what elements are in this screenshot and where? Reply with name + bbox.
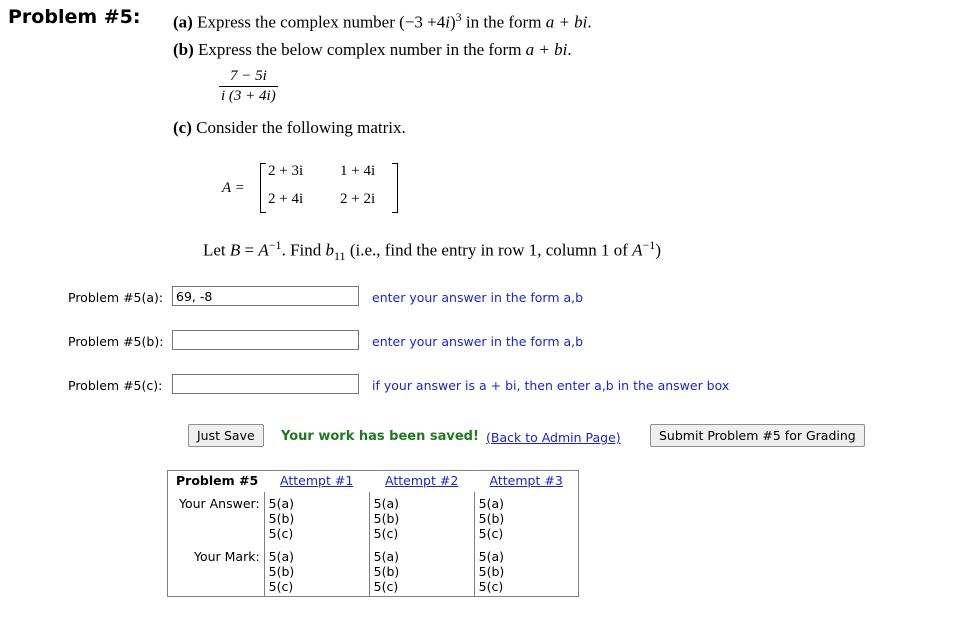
inverse-exponent-2: −1: [642, 238, 656, 252]
part-c-label: (c): [173, 118, 192, 137]
part-c: 5(c): [373, 579, 399, 594]
answer-label-a: Problem #5(a):: [68, 290, 164, 305]
attempt-1-marks: [264, 541, 369, 597]
part-a-close: ): [449, 12, 456, 32]
answer-label-c: Problem #5(c):: [68, 378, 163, 393]
part-a-statement: [173, 10, 592, 33]
attempt-3-marks: [474, 541, 579, 597]
equals: =: [240, 240, 259, 260]
part-b: 5(b): [373, 511, 400, 526]
matrix-cell-21: 2 + 4i: [268, 191, 304, 207]
part-b: 5(b): [478, 511, 505, 526]
part-a: 5(a): [373, 549, 400, 564]
attempts-table: [167, 470, 579, 597]
subscript-11: 11: [334, 249, 346, 264]
part-c-statement: [173, 118, 406, 138]
attempt-3-answers: [474, 492, 579, 541]
part-b-period: .: [567, 40, 572, 59]
part-c: 5(c): [478, 579, 504, 594]
saved-message: Your work has been saved!: [281, 429, 479, 444]
part-c-text: Consider the following matrix.: [196, 118, 406, 137]
problem-title: Problem #5:: [8, 6, 141, 28]
inverse-exponent: −1: [268, 238, 282, 252]
fraction-denominator: i (3 + 4i): [221, 88, 276, 104]
answer-hint-b: enter your answer in the form a,b: [372, 334, 584, 349]
answer-label-b: Problem #5(b):: [68, 334, 164, 349]
part-c: 5(c): [268, 579, 294, 594]
part-a-i: i: [445, 12, 450, 32]
part-b-fraction: [219, 68, 278, 105]
submit-button[interactable]: Submit Problem #5 for Grading: [650, 424, 865, 447]
part-a: 5(a): [478, 549, 505, 564]
just-save-button[interactable]: Just Save: [188, 424, 264, 447]
part-a-label: (a): [173, 12, 193, 32]
part-b-form: a + bi: [525, 40, 568, 59]
matrix-left-bracket: [260, 163, 266, 213]
part-c: 5(c): [478, 526, 504, 541]
attempts-header: Problem #5: [176, 473, 259, 488]
part-b-label: (b): [173, 40, 194, 59]
part-a: 5(a): [268, 549, 295, 564]
attempt-2-answers: [369, 492, 474, 541]
attempt-2-marks: [369, 541, 474, 597]
matrix-cell-12: 1 + 4i: [340, 163, 376, 179]
part-a-form: a + bi: [545, 12, 588, 32]
part-a-text-after: in the form: [461, 12, 546, 32]
matrix-right-bracket: [392, 163, 398, 213]
matrix-name: A =: [222, 180, 245, 196]
part-c-instruction: [203, 238, 661, 264]
fraction-bar: [219, 86, 278, 87]
find-text: . Find: [281, 240, 326, 260]
close-paren: ): [655, 240, 661, 260]
answer-input-c[interactable]: [172, 374, 359, 394]
part-c: 5(c): [268, 526, 294, 541]
part-a-period: .: [587, 12, 592, 32]
var-b: B: [229, 240, 241, 260]
var-b11: b: [325, 240, 334, 260]
part-a: 5(a): [373, 496, 400, 511]
your-mark-label: Your Mark:: [193, 549, 260, 564]
part-a: 5(a): [268, 496, 295, 511]
attempt-2-header[interactable]: Attempt #2: [385, 473, 459, 488]
part-b: 5(b): [478, 564, 505, 579]
attempt-1-header[interactable]: Attempt #1: [280, 473, 354, 488]
matrix-cell-11: 2 + 3i: [268, 163, 304, 179]
var-a2: A: [632, 240, 643, 260]
let-text: Let: [203, 240, 230, 260]
back-to-admin-link[interactable]: (Back to Admin Page): [486, 430, 621, 445]
var-a: A: [258, 240, 269, 260]
attempt-1-answers: [264, 492, 369, 541]
answer-hint-c: if your answer is a + bi, then enter a,b in the answer box: [372, 378, 730, 393]
matrix-cell-22: 2 + 2i: [340, 191, 376, 207]
answer-input-b[interactable]: [172, 330, 359, 350]
part-c: 5(c): [373, 526, 399, 541]
ie-text: (i.e., find the entry in row 1, column 1 of: [345, 240, 633, 260]
part-b: 5(b): [268, 564, 295, 579]
part-b-statement: [173, 40, 572, 60]
part-b-text: Express the below complex number in the form: [198, 40, 526, 59]
answer-input-a[interactable]: [172, 286, 359, 306]
part-b: 5(b): [373, 564, 400, 579]
answer-hint-a: enter your answer in the form a,b: [372, 290, 584, 305]
fraction-numerator: 7 − 5i: [229, 68, 267, 84]
attempt-3-header[interactable]: Attempt #3: [489, 473, 563, 488]
part-a: 5(a): [478, 496, 505, 511]
part-b: 5(b): [268, 511, 295, 526]
your-answer-label: Your Answer:: [178, 496, 260, 511]
part-a-exponent: 3: [455, 10, 462, 24]
part-a-text: Express the complex number (−3 +4: [197, 12, 446, 32]
